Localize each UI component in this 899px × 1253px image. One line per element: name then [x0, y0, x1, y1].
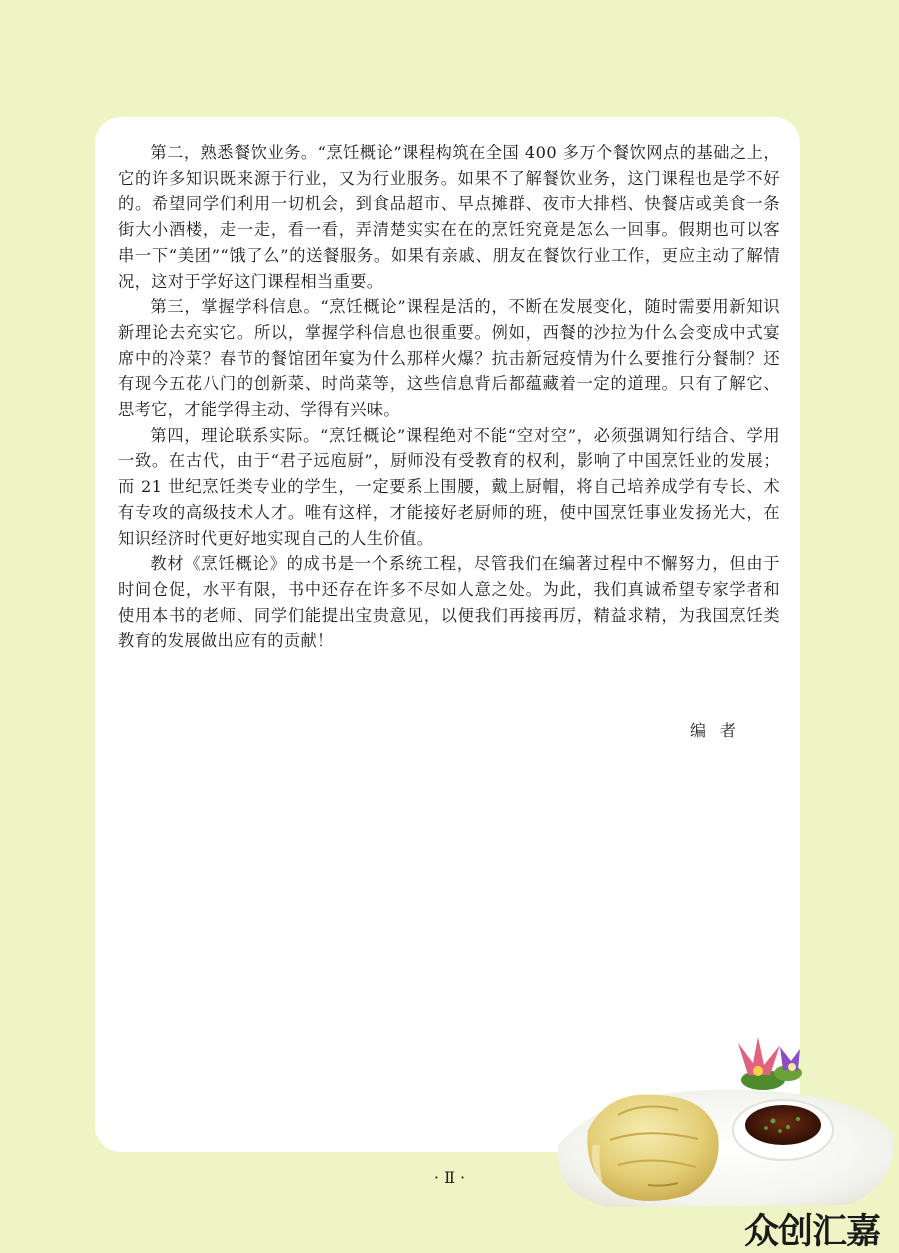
paragraph-2: 第二，熟悉餐饮业务。“烹饪概论”课程构筑在全国 400 多万个餐饮网点的基础之上，它的许多知识既来源于行业，又为行业服务。如果不了解餐饮业务，这门课程也是学不好的。希望同学们利用一切机会，到食品超市、早点摊群、夜市大排档、快餐店或美食一条街大小酒楼，走一走，看一看，弄清楚实实在在的烹饪究竟是怎么一回事。假期也可以客串一下“美团”“饿了么”的送餐服务。如果有亲戚、朋友在餐饮行业工作，更应主动了解情况，这对于学好这门课程相当重要。	[118, 143, 780, 291]
paragraph-closing: 教材《烹饪概论》的成书是一个系统工程，尽管我们在编著过程中不懈努力，但由于时间仓促，水平有限，书中还存在许多不尽如人意之处。为此，我们真诚希望专家学者和使用本书的老师、同学们能提出宝贵意见，以便我们再接再厉，精益求精，为我国烹饪类教育的发展做出应有的贡献！	[118, 554, 780, 651]
watermark-logo: 众创汇嘉	[744, 1212, 881, 1252]
author-signature: 编者	[690, 721, 751, 740]
preface-body	[118, 140, 780, 654]
page-number: · Ⅱ ·	[433, 1168, 466, 1187]
paragraph-3: 第三，掌握学科信息。“烹饪概论”课程是活的，不断在发展变化，随时需要用新知识新理论去充实它。所以，掌握学科信息也很重要。例如，西餐的沙拉为什么会变成中式宴席中的冷菜？春节的餐馆团年宴为什么那样火爆？抗击新冠疫情为什么要推行分餐制？还有现今五花八门的创新菜、时尚菜等，这些信息背后都蕴藏着一定的道理。只有了解它、思考它，才能学得主动、学得有兴味。	[118, 297, 780, 420]
paragraph-4: 第四，理论联系实际。“烹饪概论”课程绝对不能“空对空”，必须强调知行结合、学用一致。在古代，由于“君子远庖厨”，厨师没有受教育的权利，影响了中国烹饪业的发展；而 21 世纪烹饪类专业的学生，一定要系上围腰，戴上厨帽，将自己培养成学有专长、术有专攻的高级技术人才。唯有这样，才能接好老厨师的班，使中国烹饪事业发扬光大，在知识经济时代更好地实现自己的人生价值。	[118, 425, 780, 548]
